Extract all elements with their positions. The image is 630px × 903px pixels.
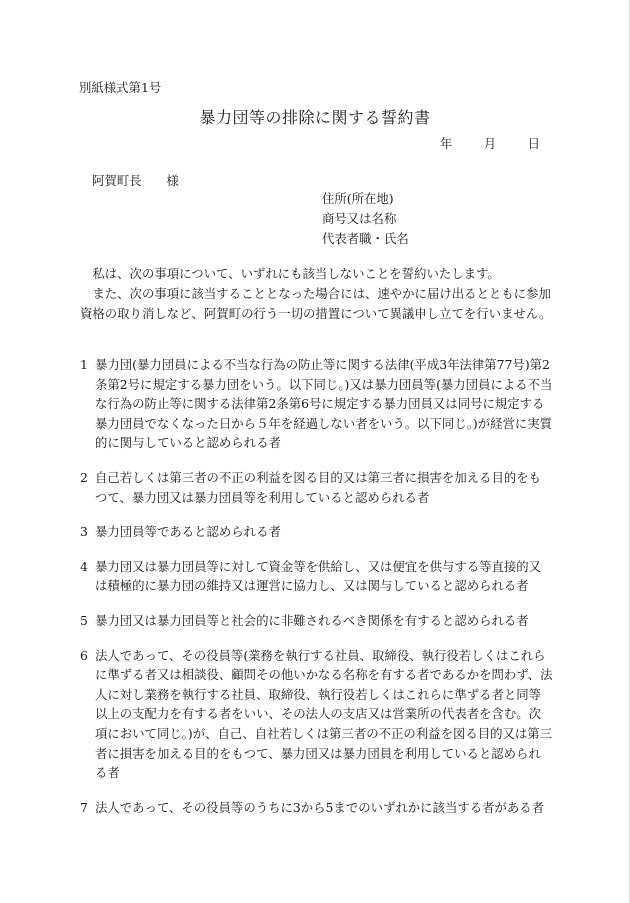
address-field-label: 住所(所在地): [322, 191, 394, 206]
item-text: 暴力団員等であると認められる者: [95, 524, 281, 540]
date-line: [440, 135, 540, 154]
pledge-item: [80, 355, 553, 453]
pledge-item: [80, 611, 553, 631]
item-text: 法人であって、その役員等のうちに3から5までのいずれかに該当する者がある者: [95, 799, 545, 815]
item-number: 2: [80, 469, 88, 485]
applicant-fields: [322, 189, 409, 249]
item-text: 暴力団又は暴力団員等と社会的に非難されるべき関係を有すると認められる者: [95, 612, 529, 628]
company-name-field-label: 商号又は名称: [322, 211, 397, 226]
item-number: 6: [80, 647, 88, 663]
item-text: 法人であって、その役員等(業務を執行する社員、取締役、執行役若しくはこれらに準ずる者又は相談役、顧問その他いかなる名称を有する者であるかを問わず、法人に対し業務を執行する社員、取締役、執行役若しくはこれらに準ずる者と同等以上の支配力を有する者をいい、その法人の支店又は営業所の代表者を含む。次項において同じ。)が、自己、自社若しくは第三者の不正の利益を図る目的又は第三者に損害を加える目的をもつて、暴力団又は暴力団員を利用していると認められる者: [95, 647, 553, 781]
addressee: 阿賀町長 様: [92, 173, 179, 188]
pledge-items-list: [80, 355, 553, 832]
form-number: 別紙様式第1号: [79, 80, 162, 95]
pledge-item: [80, 798, 553, 818]
item-text: 自己若しくは第三者の不正の利益を図る目的又は第三者に損害を加える目的をもつて、暴力団又は暴力団員等を利用していると認められる者: [95, 469, 542, 505]
item-number: 3: [80, 524, 88, 540]
item-text: 暴力団又は暴力団員等に対して資金等を供給し、又は便宜を供与する等直接的又は積極的に暴力団の維持又は運営に協力し、又は関与していると認められる者: [95, 558, 542, 594]
item-number: 4: [80, 558, 88, 574]
intro-paragraph: また、次の事項に該当することとなった場合には、速やかに届け出るとともに参加資格の取り消しなど、阿賀町の行う一切の措置について異議申し立てを行いません。: [80, 286, 552, 321]
day-label: 日: [527, 136, 540, 151]
item-number: 7: [80, 799, 88, 815]
pledge-item: [80, 468, 553, 507]
item-text: 暴力団(暴力団員による不当な行為の防止等に関する法律(平成3年法律第77号)第2条第2号に規定する暴力団をいう。以下同じ。)又は暴力団員等(暴力団員による不当な行為の防止等に関する法律第2条第6号に規定する暴力団員又は同号に規定する暴力団員でなくなった日から５年を経過しない者をいう。以下同じ。)が経営に実質的に関与していると認められる者: [95, 357, 553, 451]
pledge-item: [80, 646, 553, 783]
item-number: 1: [80, 357, 88, 372]
intro-section: [80, 264, 553, 324]
document-title: 暴力団等の排除に関する誓約書: [199, 108, 431, 127]
pledge-item: [80, 557, 553, 596]
year-label: 年: [440, 136, 453, 151]
pledge-item: [80, 522, 553, 542]
intro-paragraph: 私は、次の事項について、いずれにも該当しないことを誓約いたします。: [92, 266, 500, 281]
month-label: 月: [483, 136, 497, 151]
item-number: 5: [80, 612, 88, 628]
representative-field-label: 代表者職・氏名: [322, 231, 409, 246]
